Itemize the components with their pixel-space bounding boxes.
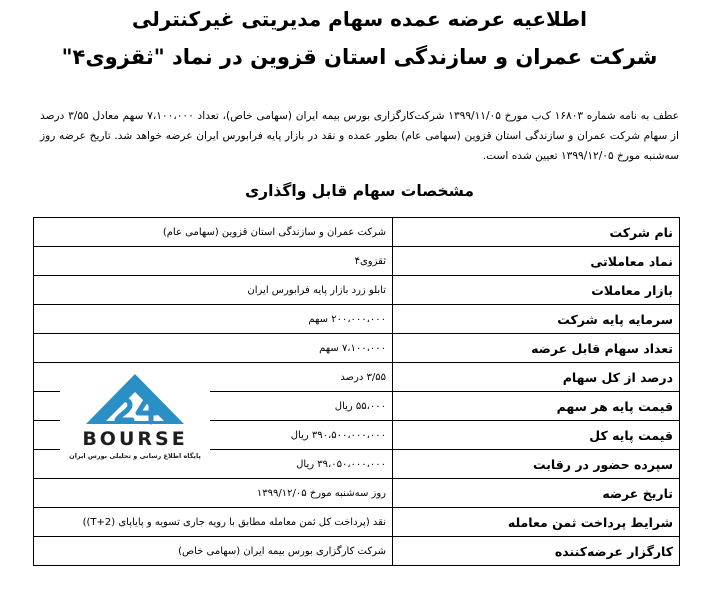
logo-tagline: پایگاه اطلاع رسانی و تحلیلی بورس ایران bbox=[69, 452, 201, 460]
row-label: سپرده حضور در رقابت bbox=[393, 450, 680, 479]
row-value: شرکت عمران و سازندگی استان قزوین (سهامی عام) bbox=[34, 218, 393, 247]
row-value: ۷،۱۰۰،۰۰۰ سهم bbox=[34, 334, 393, 363]
row-label: شرایط پرداخت ثمن معامله bbox=[393, 508, 680, 537]
logo-24-mark-icon bbox=[86, 374, 184, 424]
table-row bbox=[34, 218, 680, 247]
table-row bbox=[34, 276, 680, 305]
row-label: کارگزار عرضه‌کننده bbox=[393, 537, 680, 566]
row-label: سرمایه پایه شرکت bbox=[393, 305, 680, 334]
intro-paragraph: عطف به نامه شماره ۱۶۸۰۳ ک‌ب مورخ ۱۳۹۹/۱۱/۰۵ شرکت‌کارگزاری بورس بیمه ایران (سهامی خاص)، تعداد ۷،۱۰۰،۰۰۰ سهم معادل ۳/۵۵ درصد از سهام شرکت عمران و سازندگی استان قزوین (سهامی عام) بطور عمده و نقد در بازار پایه فرابورس ایران عرضه خواهد شد. تاریخ عرضه روز سه‌شنبه مورخ ۱۳۹۹/۱۲/۰۵ تعیین شده است. bbox=[40, 110, 679, 162]
table-row bbox=[34, 334, 680, 363]
row-value: نقد (پرداخت کل ثمن معامله مطابق با رویه جاری تسویه و پایاپای (T+2)) bbox=[34, 508, 393, 537]
row-value: تابلو زرد بازار پایه فرابورس ایران bbox=[34, 276, 393, 305]
row-label: قیمت پایه هر سهم bbox=[393, 392, 680, 421]
row-label: تعداد سهام قابل عرضه bbox=[393, 334, 680, 363]
bourse24-logo bbox=[60, 366, 210, 466]
table-row bbox=[34, 479, 680, 508]
table-row bbox=[34, 537, 680, 566]
row-label: نام شرکت bbox=[393, 218, 680, 247]
announcement-title: اطلاعیه عرضه عمده سهام مدیریتی غیرکنترلی bbox=[132, 7, 587, 31]
logo-wordmark: BOURSE bbox=[82, 428, 188, 450]
row-label: درصد از کل سهام bbox=[393, 363, 680, 392]
announcement-subtitle: شرکت عمران و سازندگی استان قزوین در نماد "ثقزوی۴" bbox=[61, 45, 658, 69]
row-value: ۳۹،۰۵۰،۰۰۰،۰۰۰ ریال bbox=[34, 450, 393, 479]
row-value: ثقزوی۴ bbox=[34, 247, 393, 276]
row-label: نماد معاملاتی bbox=[393, 247, 680, 276]
row-value: ۳/۵۵ درصد bbox=[34, 363, 393, 392]
row-label: تاریخ عرضه bbox=[393, 479, 680, 508]
row-value: شرکت کارگزاری بورس بیمه ایران (سهامی خاص) bbox=[34, 537, 393, 566]
row-value: روز سه‌شنبه مورخ ۱۳۹۹/۱۲/۰۵ bbox=[34, 479, 393, 508]
row-value: ۵۵،۰۰۰ ریال bbox=[34, 392, 393, 421]
table-row bbox=[34, 508, 680, 537]
table-row bbox=[34, 305, 680, 334]
row-label: قیمت پایه کل bbox=[393, 421, 680, 450]
table-row bbox=[34, 247, 680, 276]
bourse24-logo-graphic bbox=[60, 366, 210, 466]
row-label: بازار معاملات bbox=[393, 276, 680, 305]
section-title: مشخصات سهام قابل واگذاری bbox=[244, 182, 475, 200]
row-value: ۲۰۰،۰۰۰،۰۰۰ سهم bbox=[34, 305, 393, 334]
row-value: ۳۹۰،۵۰۰،۰۰۰،۰۰۰ ریال bbox=[34, 421, 393, 450]
